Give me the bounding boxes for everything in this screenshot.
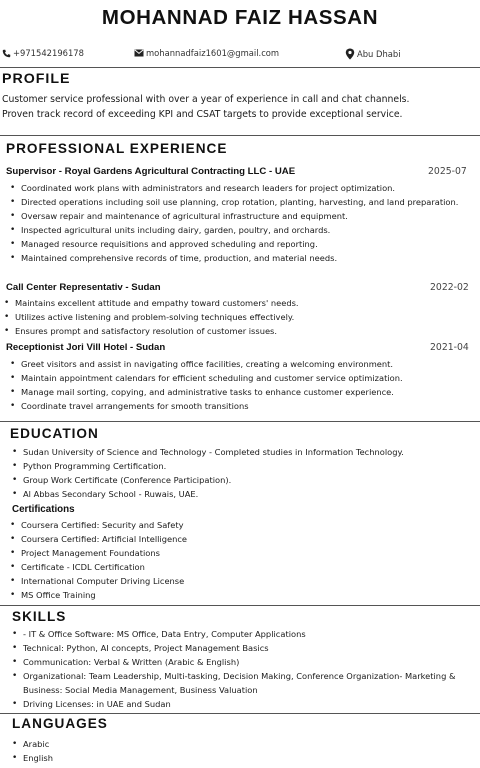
list-item: • Coordinate travel arrangements for smooth transitions [8,399,470,413]
profile-line: Customer service professional with over a year of experience in call and chat channels. [2,94,410,105]
job-bullets [8,357,470,413]
list-item: • Project Management Foundations [8,546,474,560]
location-text: Abu Dhabi [357,49,401,59]
education-divider [0,605,480,606]
list-item: • Manage mail sorting, copying, and administrative tasks to enhance customer experience. [8,385,470,399]
list-item: • Utilizes active listening and problem-solving techniques effectively. [2,310,462,324]
list-item: • Oversaw repair and maintenance of agricultural infrastructure and equipment. [8,209,468,223]
phone-icon [2,49,11,58]
skills-list [10,627,462,711]
list-item: • Technical: Python, AI concepts, Project Management Basics [10,641,462,655]
list-item: • Directed operations including soil use planning, crop rotation, planting, harvesting, and land preparation. [8,195,468,209]
profile-summary [2,92,478,122]
contact-email[interactable] [134,48,279,58]
list-item: • MS Office Training [8,588,474,602]
list-item: • Driving Licenses: in UAE and Sudan [10,697,462,711]
list-item: • Inspected agricultural units including dairy, garden, poultry, and orchards. [8,223,468,237]
list-item: • Managed resource requisitions and approved scheduling and reporting. [8,237,468,251]
experience-divider [0,421,480,422]
map-pin-icon [345,48,355,60]
list-item: • Coursera Certified: Security and Safety [8,518,474,532]
list-item: • Communication: Verbal & Written (Arabic & English) [10,655,462,669]
profile-divider [0,135,480,136]
envelope-icon [134,49,144,57]
job-date: 2021-04 [430,342,469,353]
list-item: • Arabic [10,737,210,751]
header-divider [0,67,480,68]
certifications-list [8,518,474,602]
profile-line: Proven track record of exceeding KPI and CSAT targets to provide exceptional service. [2,109,403,120]
list-item: • Group Work Certificate (Conference Participation). [10,473,476,487]
languages-list [10,737,210,765]
list-item: • Sudan University of Science and Technology - Completed studies in Information Technology. [10,445,476,459]
languages-heading: LANGUAGES [12,716,108,731]
list-item: • Maintained comprehensive records of time, production, and material needs. [8,251,468,265]
list-item: • - IT & Office Software: MS Office, Data Entry, Computer Applications [10,627,462,641]
list-item: • Organizational: Team Leadership, Multi-tasking, Decision Making, Conference Organization- Marketing & Business: Social Media Management, Business Valuation [10,669,462,697]
job-title: Call Center Representativ - Sudan [6,282,161,293]
job-bullets [8,181,468,265]
list-item: • Maintain appointment calendars for efficient scheduling and customer service optimization. [8,371,470,385]
phone-number: +971542196178 [13,48,84,58]
job-date: 2022-02 [430,282,469,293]
job-title: Receptionist Jori Vill Hotel - Sudan [6,342,166,353]
list-item: • Certificate - ICDL Certification [8,560,474,574]
profile-heading: PROFILE [2,71,71,87]
contact-phone[interactable] [2,48,84,58]
job-date: 2025-07 [428,166,467,177]
list-item: • Al Abbas Secondary School - Ruwais, UAE. [10,487,476,501]
list-item: • Coursera Certified: Artificial Intelligence [8,532,474,546]
job-title: Supervisor - Royal Gardens Agricultural Contracting LLC - UAE [6,166,296,177]
candidate-name: MOHANNAD FAIZ HASSAN [101,6,379,29]
education-heading: EDUCATION [10,426,99,441]
skills-heading: SKILLS [12,609,67,624]
contact-bar [0,48,480,64]
contact-location [345,48,401,60]
list-item: • Maintains excellent attitude and empathy toward customers' needs. [2,296,462,310]
list-item: • Coordinated work plans with administrators and research leaders for project optimization. [8,181,468,195]
list-item: • International Computer Driving License [8,574,474,588]
job-bullets [2,296,462,338]
experience-heading: PROFESSIONAL EXPERIENCE [6,141,228,156]
list-item: • English [10,751,210,765]
list-item: • Greet visitors and assist in navigating office facilities, creating a welcoming environment. [8,357,470,371]
certifications-heading: Certifications [12,504,75,515]
list-item: • Ensures prompt and satisfactory resolution of customer issues. [2,324,462,338]
email-address: mohannadfaiz1601@gmail.com [146,48,280,58]
list-item: • Python Programming Certification. [10,459,476,473]
skills-divider [0,713,480,714]
education-list [10,445,476,501]
